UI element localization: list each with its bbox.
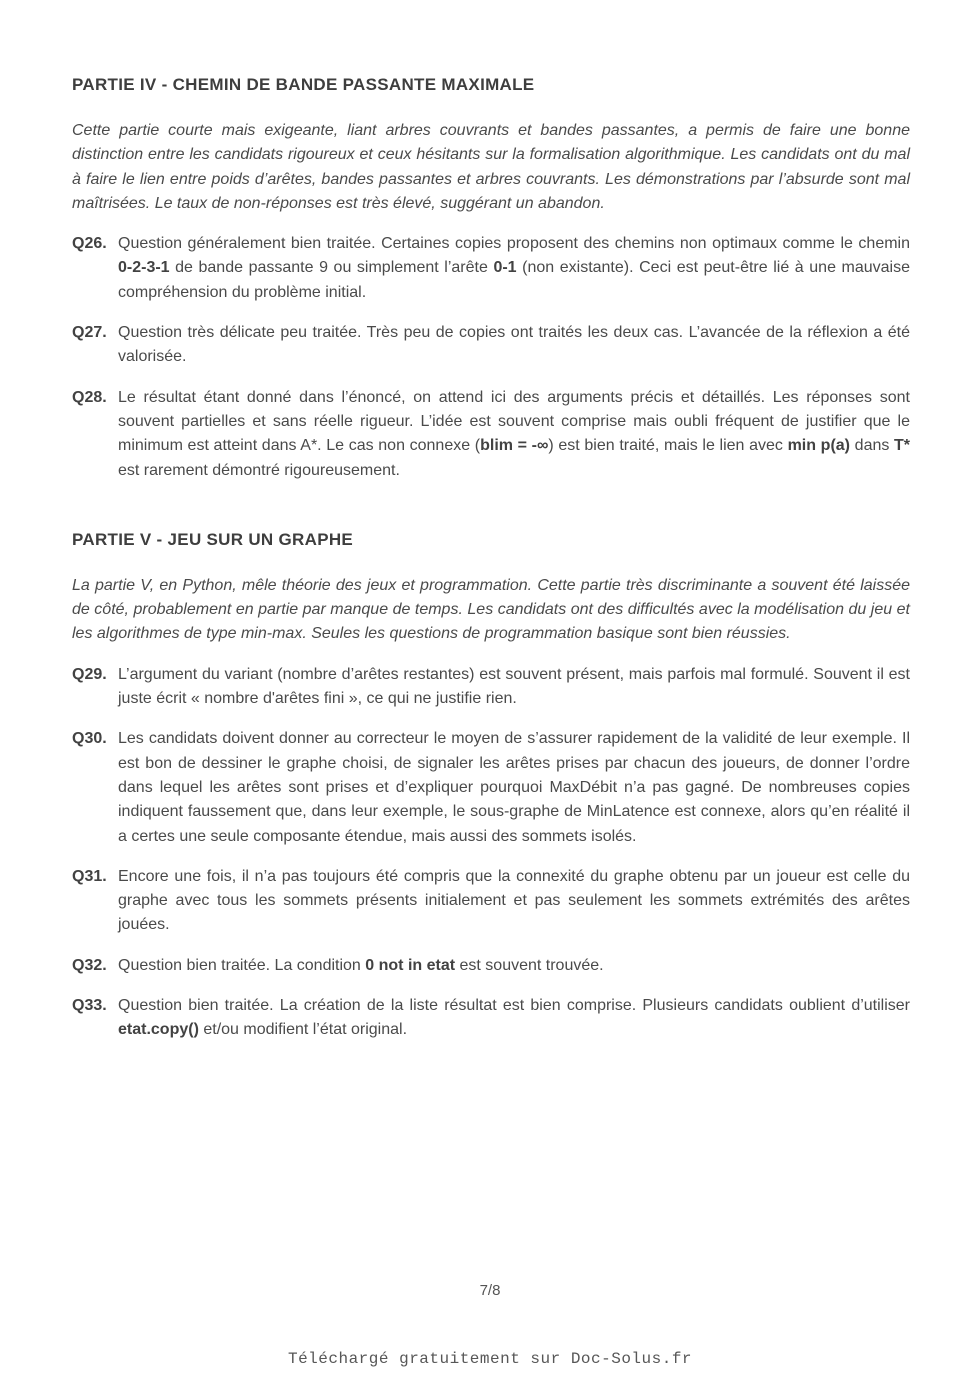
question-item xyxy=(72,321,910,370)
question-text xyxy=(118,727,910,848)
text-segment: Question bien traitée. La condition xyxy=(118,956,366,974)
report-section xyxy=(72,74,910,483)
watermark-text: Téléchargé gratuitement sur Doc-Solus.fr xyxy=(287,1350,693,1368)
section-intro: La partie V, en Python, mêle théorie des jeux et programmation. Cette partie très discriminante a souvent été laissée de côté, probablement en partie par manque de temps. Les candidats ont des difficultés avec la modélisation du jeu et les algorithmes de type min-max. Seules les questions de programmation basique sont bien réussies. xyxy=(72,576,910,643)
question-label: Q28. xyxy=(72,388,107,406)
text-segment: est rarement démontré rigoureusement. xyxy=(118,461,400,479)
text-segment: et/ou modifient l’état original. xyxy=(198,1021,408,1039)
bold-text-segment: blim = -∞ xyxy=(480,437,549,455)
bold-text-segment: 0-2-3-1 xyxy=(118,259,170,277)
text-segment: ) est bien traité, mais le lien avec xyxy=(548,437,788,455)
question-text xyxy=(118,663,910,712)
text-segment: de bande passante 9 ou simplement l’arête xyxy=(169,259,494,277)
text-segment: Question très délicate peu traitée. Très peu de copies ont traités les deux cas. L’avancée de la réflexion a été valorisée. xyxy=(118,324,910,366)
question-item xyxy=(72,232,910,305)
question-label: Q30. xyxy=(72,730,107,748)
report-section xyxy=(72,529,910,1043)
question-label: Q27. xyxy=(72,324,107,342)
question-text xyxy=(118,954,910,978)
page-number: 7/8 xyxy=(479,1282,501,1299)
question-item xyxy=(72,865,910,938)
text-segment: (non existante). Ceci est peut-être lié à une mauvaise compréhension du problème initial. xyxy=(118,259,911,301)
question-text xyxy=(118,321,910,370)
bold-text-segment: etat.copy() xyxy=(118,1021,199,1039)
question-text xyxy=(118,232,910,305)
question-text xyxy=(118,994,910,1043)
question-text xyxy=(118,386,910,483)
bold-text-segment: 0 not in etat xyxy=(365,956,456,974)
bold-text-segment: T* xyxy=(894,437,911,455)
question-label: Q33. xyxy=(72,997,107,1015)
question-label: Q32. xyxy=(72,956,107,974)
text-segment: dans xyxy=(850,437,895,455)
question-text xyxy=(118,865,910,938)
text-segment: est souvent trouvée. xyxy=(455,956,604,974)
report-content xyxy=(72,74,910,1043)
question-item xyxy=(72,994,910,1043)
question-list xyxy=(72,232,910,483)
question-label: Q31. xyxy=(72,867,107,885)
text-segment: Les candidats doivent donner au correcteur le moyen de s’assurer rapidement de la validité de leur exemple. Il est bon de dessiner le graphe choisi, de signaler les arêtes prises par chacun des joueurs, de donner l’ordre dans lequel les arêtes sont prises et d’expliquer pourquoi MaxDébit n’a pas gagné. De nombreuses copies indiquent faussement que, dans leur exemple, le sous-graphe de MinLatence est connexe, alors qu’en réalité il a certes une seule composante étendue, mais aussi des sommets isolés. xyxy=(118,730,910,845)
text-segment: Question bien traitée. La création de la liste résultat est bien comprise. Plusieurs candidats oublient d’utiliser xyxy=(118,997,910,1015)
section-heading: PARTIE IV - CHEMIN DE BANDE PASSANTE MAXIMALE xyxy=(72,75,535,94)
text-segment: Question généralement bien traitée. Certaines copies proposent des chemins non optimaux comme le chemin xyxy=(118,235,910,253)
text-segment: Le résultat étant donné dans l’énoncé, on attend ici des arguments précis et détaillés. Les réponses sont souvent partielles et sans réelle rigueur. L’idée est souvent comprise mais oubli fréquent de justifier que le minimum est atteint dans A*. Le cas non connexe ( xyxy=(118,388,910,455)
question-label: Q29. xyxy=(72,665,107,683)
bold-text-segment: min p(a) xyxy=(787,437,851,455)
text-segment: Encore une fois, il n’a pas toujours été compris que la connexité du graphe obtenu par un joueur est celle du graphe avec tous les sommets présents initialement et pas seulement les sommets extrémités des arêtes jouées. xyxy=(118,867,910,934)
question-item xyxy=(72,954,910,978)
section-intro: Cette partie courte mais exigeante, liant arbres couvrants et bandes passantes, a permis de faire une bonne distinction entre les candidats rigoureux et ceux hésitants sur la formalisation algorithmique. Les candidats ont du mal à faire le lien entre poids d’arêtes, bandes passantes et arbres couvrants. Les démonstrations par l’absurde sont mal maîtrisées. Le taux de non-réponses est très élevé, suggérant un abandon. xyxy=(72,122,910,212)
question-item xyxy=(72,727,910,848)
question-item xyxy=(72,386,910,483)
question-label: Q26. xyxy=(72,235,107,253)
question-item xyxy=(72,663,910,712)
text-segment: L’argument du variant (nombre d’arêtes restantes) est souvent présent, mais parfois mal formulé. Souvent il est juste écrit « nombre d'arêtes fini », ce qui ne justifie rien. xyxy=(118,665,910,708)
question-list xyxy=(72,663,910,1043)
section-heading: PARTIE V - JEU SUR UN GRAPHE xyxy=(72,529,354,549)
bold-text-segment: 0-1 xyxy=(493,259,517,277)
